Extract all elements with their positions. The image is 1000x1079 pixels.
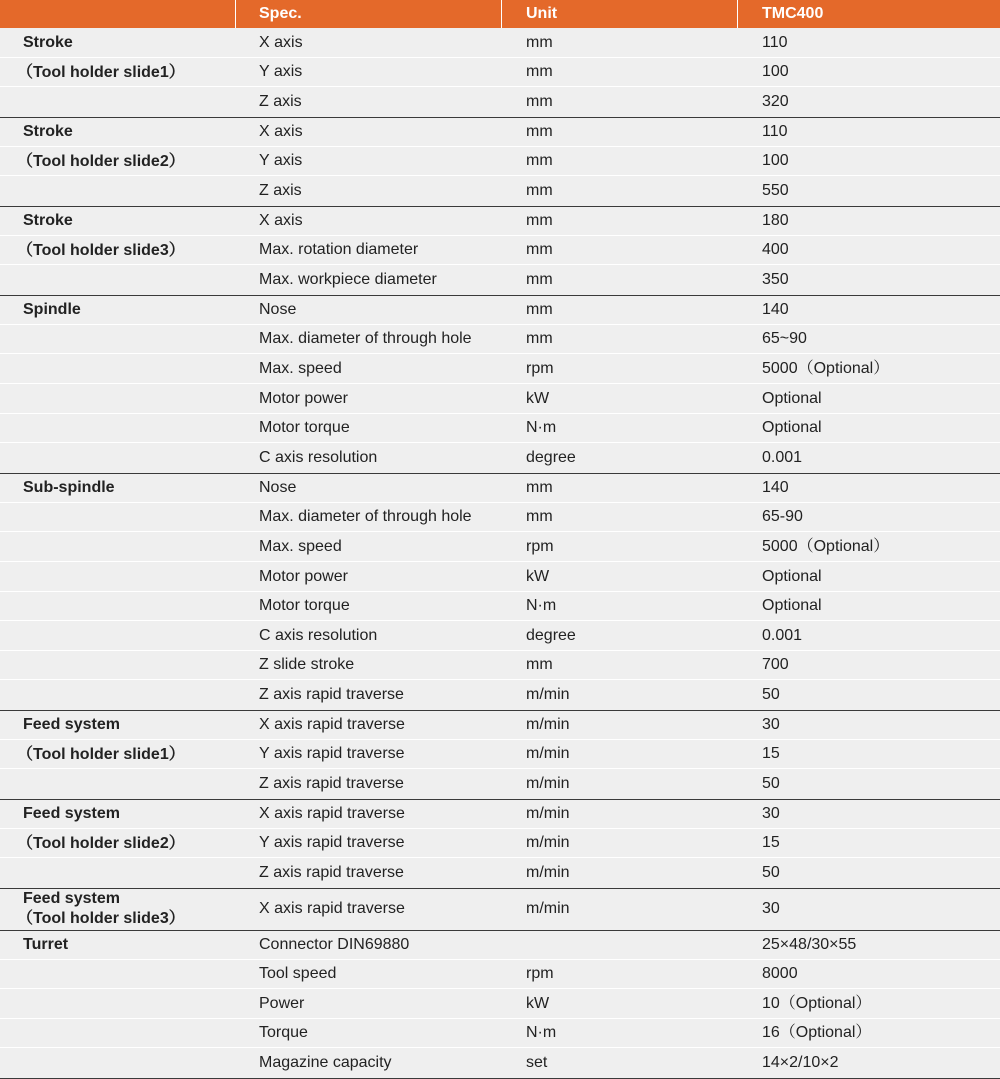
unit-cell: N·m xyxy=(526,419,557,436)
row-divider xyxy=(0,324,236,325)
row-divider xyxy=(0,235,236,236)
value-cell: 30 xyxy=(762,805,780,822)
unit-cell: mm xyxy=(526,182,553,199)
table-row xyxy=(236,651,1000,680)
table-section xyxy=(0,473,1000,711)
table-row xyxy=(236,930,1000,960)
spec-cell: Nose xyxy=(259,479,297,496)
spec-cell: Max. diameter of through hole xyxy=(259,330,472,347)
unit-cell: mm xyxy=(526,123,553,140)
unit-cell: mm xyxy=(526,34,553,51)
spec-cell: Motor power xyxy=(259,390,348,407)
category-subtitle: （Tool holder slide1） xyxy=(17,745,185,763)
row-divider xyxy=(0,988,236,989)
table-row xyxy=(236,325,1000,354)
value-cell: 400 xyxy=(762,241,789,258)
category-label xyxy=(23,930,68,960)
unit-cell: m/min xyxy=(526,745,570,762)
table-header xyxy=(0,0,1000,28)
spec-cell: Max. rotation diameter xyxy=(259,241,419,258)
table-row xyxy=(236,443,1000,473)
table-row xyxy=(236,680,1000,710)
category-name: Stroke xyxy=(23,123,73,140)
unit-cell: set xyxy=(526,1054,548,1071)
row-divider xyxy=(0,264,236,265)
value-cell: 0.001 xyxy=(762,449,803,466)
value-cell: Optional xyxy=(762,419,822,436)
category-name: Feed system xyxy=(23,805,120,822)
spec-cell: Tool speed xyxy=(259,965,337,982)
category-subtitle: （Tool holder slide3） xyxy=(17,241,185,259)
value-cell: 550 xyxy=(762,182,789,199)
table-row xyxy=(236,592,1000,621)
value-cell: Optional xyxy=(762,568,822,585)
table-row xyxy=(236,58,1000,87)
category-label xyxy=(23,473,115,503)
value-cell: 180 xyxy=(762,212,789,229)
category-label xyxy=(23,295,81,325)
table-section xyxy=(0,930,1000,1079)
spec-cell: C axis resolution xyxy=(259,449,378,466)
value-cell: 350 xyxy=(762,271,789,288)
value-cell: 320 xyxy=(762,93,789,110)
table-row xyxy=(236,858,1000,888)
value-cell: Optional xyxy=(762,390,822,407)
table-row xyxy=(236,989,1000,1019)
row-divider xyxy=(0,175,236,176)
spec-cell: Y axis rapid traverse xyxy=(259,745,405,762)
row-divider xyxy=(0,531,236,532)
value-cell: 30 xyxy=(762,900,780,917)
spec-cell: Motor power xyxy=(259,568,348,585)
spec-cell: Z axis rapid traverse xyxy=(259,864,404,881)
spec-cell: Connector DIN69880 xyxy=(259,936,410,953)
value-cell: 0.001 xyxy=(762,627,803,644)
table-row xyxy=(236,960,1000,989)
unit-cell: rpm xyxy=(526,538,554,555)
spec-cell: X axis xyxy=(259,34,303,51)
table-section xyxy=(0,28,1000,118)
row-divider xyxy=(0,383,236,384)
header-spec: Spec. xyxy=(259,5,302,22)
table-row xyxy=(236,503,1000,532)
spec-cell: Motor torque xyxy=(259,419,350,436)
unit-cell: m/min xyxy=(526,805,570,822)
table-row xyxy=(236,532,1000,562)
spec-cell: Max. speed xyxy=(259,360,342,377)
table-section xyxy=(0,117,1000,207)
table-row xyxy=(236,28,1000,58)
unit-cell: m/min xyxy=(526,716,570,733)
value-cell: 25×48/30×55 xyxy=(762,936,857,953)
table-row xyxy=(236,206,1000,236)
spec-cell: X axis rapid traverse xyxy=(259,805,405,822)
table-row xyxy=(236,384,1000,414)
table-row xyxy=(236,740,1000,769)
unit-cell: m/min xyxy=(526,864,570,881)
spec-cell: Z slide stroke xyxy=(259,656,355,673)
value-cell: 14×2/10×2 xyxy=(762,1054,839,1071)
table-row xyxy=(236,769,1000,799)
unit-cell: degree xyxy=(526,449,576,466)
row-divider xyxy=(0,959,236,960)
spec-cell: Z axis xyxy=(259,93,302,110)
table-section xyxy=(0,295,1000,474)
header-model: TMC400 xyxy=(762,5,824,22)
table-section xyxy=(0,206,1000,296)
value-cell: 5000（Optional） xyxy=(762,360,890,377)
spec-cell: Nose xyxy=(259,301,297,318)
row-divider xyxy=(0,1018,236,1019)
row-divider xyxy=(0,828,236,829)
unit-cell: m/min xyxy=(526,775,570,792)
unit-cell: mm xyxy=(526,301,553,318)
spec-cell: Magazine capacity xyxy=(259,1054,392,1071)
spec-cell: X axis xyxy=(259,212,303,229)
table-section xyxy=(0,888,1000,931)
row-divider xyxy=(0,679,236,680)
value-cell: 50 xyxy=(762,864,780,881)
spec-cell: X axis xyxy=(259,123,303,140)
table-row xyxy=(236,473,1000,503)
unit-cell: mm xyxy=(526,508,553,525)
unit-cell: m/min xyxy=(526,900,570,917)
table-section xyxy=(0,710,1000,800)
unit-cell: kW xyxy=(526,390,550,407)
unit-cell: mm xyxy=(526,479,553,496)
table-row xyxy=(236,799,1000,829)
spec-cell: Max. diameter of through hole xyxy=(259,508,472,525)
row-divider xyxy=(0,591,236,592)
table-row xyxy=(236,147,1000,176)
unit-cell: m/min xyxy=(526,686,570,703)
unit-cell: mm xyxy=(526,241,553,258)
category-subtitle: （Tool holder slide2） xyxy=(17,152,185,170)
spec-cell: Max. workpiece diameter xyxy=(259,271,437,288)
value-cell: 30 xyxy=(762,716,780,733)
category-name: Feed system xyxy=(23,716,120,733)
row-divider xyxy=(0,57,236,58)
category-name: Stroke xyxy=(23,212,73,229)
category-name: Spindle xyxy=(23,301,81,318)
category-name: Stroke xyxy=(23,34,73,51)
spec-cell: Max. speed xyxy=(259,538,342,555)
spec-cell: Torque xyxy=(259,1024,308,1041)
value-cell: 10（Optional） xyxy=(762,995,872,1012)
row-divider xyxy=(0,502,236,503)
row-divider xyxy=(0,768,236,769)
spec-cell: X axis rapid traverse xyxy=(259,716,405,733)
row-divider xyxy=(0,146,236,147)
category-name: Feed system xyxy=(23,890,120,907)
row-divider xyxy=(0,857,236,858)
table-row xyxy=(236,176,1000,206)
table-row xyxy=(236,87,1000,117)
spec-cell: Y axis rapid traverse xyxy=(259,834,405,851)
unit-cell: mm xyxy=(526,152,553,169)
value-cell: 140 xyxy=(762,479,789,496)
header-divider xyxy=(737,0,738,28)
header-divider xyxy=(501,0,502,28)
table-section xyxy=(0,799,1000,889)
value-cell: 50 xyxy=(762,775,780,792)
category-label xyxy=(17,889,185,929)
row-divider xyxy=(0,561,236,562)
unit-cell: m/min xyxy=(526,834,570,851)
value-cell: 110 xyxy=(762,123,788,140)
value-cell: 700 xyxy=(762,656,789,673)
value-cell: 15 xyxy=(762,745,780,762)
category-name: Turret xyxy=(23,936,69,953)
unit-cell: kW xyxy=(526,995,550,1012)
value-cell: 5000（Optional） xyxy=(762,538,890,555)
category-subtitle: （Tool holder slide2） xyxy=(17,834,185,852)
value-cell: 15 xyxy=(762,834,780,851)
value-cell: 16（Optional） xyxy=(762,1024,872,1041)
value-cell: 8000 xyxy=(762,965,798,982)
category-subtitle: （Tool holder slide1） xyxy=(17,63,185,81)
table-row xyxy=(236,888,1000,930)
spec-cell: Z axis rapid traverse xyxy=(259,775,404,792)
value-cell: 65-90 xyxy=(762,508,803,525)
spec-cell: Y axis xyxy=(259,63,303,80)
value-cell: 65~90 xyxy=(762,330,807,347)
unit-cell: mm xyxy=(526,212,553,229)
spec-cell: Z axis xyxy=(259,182,302,199)
table-row xyxy=(236,1019,1000,1048)
table-row xyxy=(236,562,1000,592)
value-cell: 110 xyxy=(762,34,788,51)
table-row xyxy=(236,710,1000,740)
unit-cell: mm xyxy=(526,271,553,288)
unit-cell: N·m xyxy=(526,597,557,614)
row-divider xyxy=(0,353,236,354)
unit-cell: degree xyxy=(526,627,576,644)
value-cell: Optional xyxy=(762,597,822,614)
value-cell: 100 xyxy=(762,152,789,169)
unit-cell: rpm xyxy=(526,360,554,377)
unit-cell: rpm xyxy=(526,965,554,982)
value-cell: 140 xyxy=(762,301,789,318)
unit-cell: mm xyxy=(526,330,553,347)
unit-cell: mm xyxy=(526,93,553,110)
row-divider xyxy=(0,739,236,740)
spec-cell: X axis rapid traverse xyxy=(259,900,405,917)
row-divider xyxy=(0,650,236,651)
header-divider xyxy=(235,0,236,28)
table-row xyxy=(236,354,1000,384)
row-divider xyxy=(0,413,236,414)
spec-cell: Y axis xyxy=(259,152,303,169)
table-row xyxy=(236,621,1000,651)
spec-cell: Motor torque xyxy=(259,597,350,614)
table-row xyxy=(236,117,1000,147)
category-name: Sub-spindle xyxy=(23,479,115,496)
spec-cell: Power xyxy=(259,995,305,1012)
table-row xyxy=(236,414,1000,443)
table-row xyxy=(236,1048,1000,1078)
value-cell: 50 xyxy=(762,686,780,703)
table-row xyxy=(236,265,1000,295)
unit-cell: mm xyxy=(526,656,553,673)
category-subtitle: （Tool holder slide3） xyxy=(17,910,185,927)
row-divider xyxy=(0,620,236,621)
row-divider xyxy=(0,442,236,443)
row-divider xyxy=(0,86,236,87)
spec-cell: Z axis rapid traverse xyxy=(259,686,404,703)
table-row xyxy=(236,295,1000,325)
table-row xyxy=(236,236,1000,265)
value-cell: 100 xyxy=(762,63,789,80)
unit-cell: N·m xyxy=(526,1024,557,1041)
row-divider xyxy=(0,1047,236,1048)
table-row xyxy=(236,829,1000,858)
unit-cell: kW xyxy=(526,568,550,585)
spec-cell: C axis resolution xyxy=(259,627,378,644)
header-unit: Unit xyxy=(526,5,558,22)
unit-cell: mm xyxy=(526,63,553,80)
